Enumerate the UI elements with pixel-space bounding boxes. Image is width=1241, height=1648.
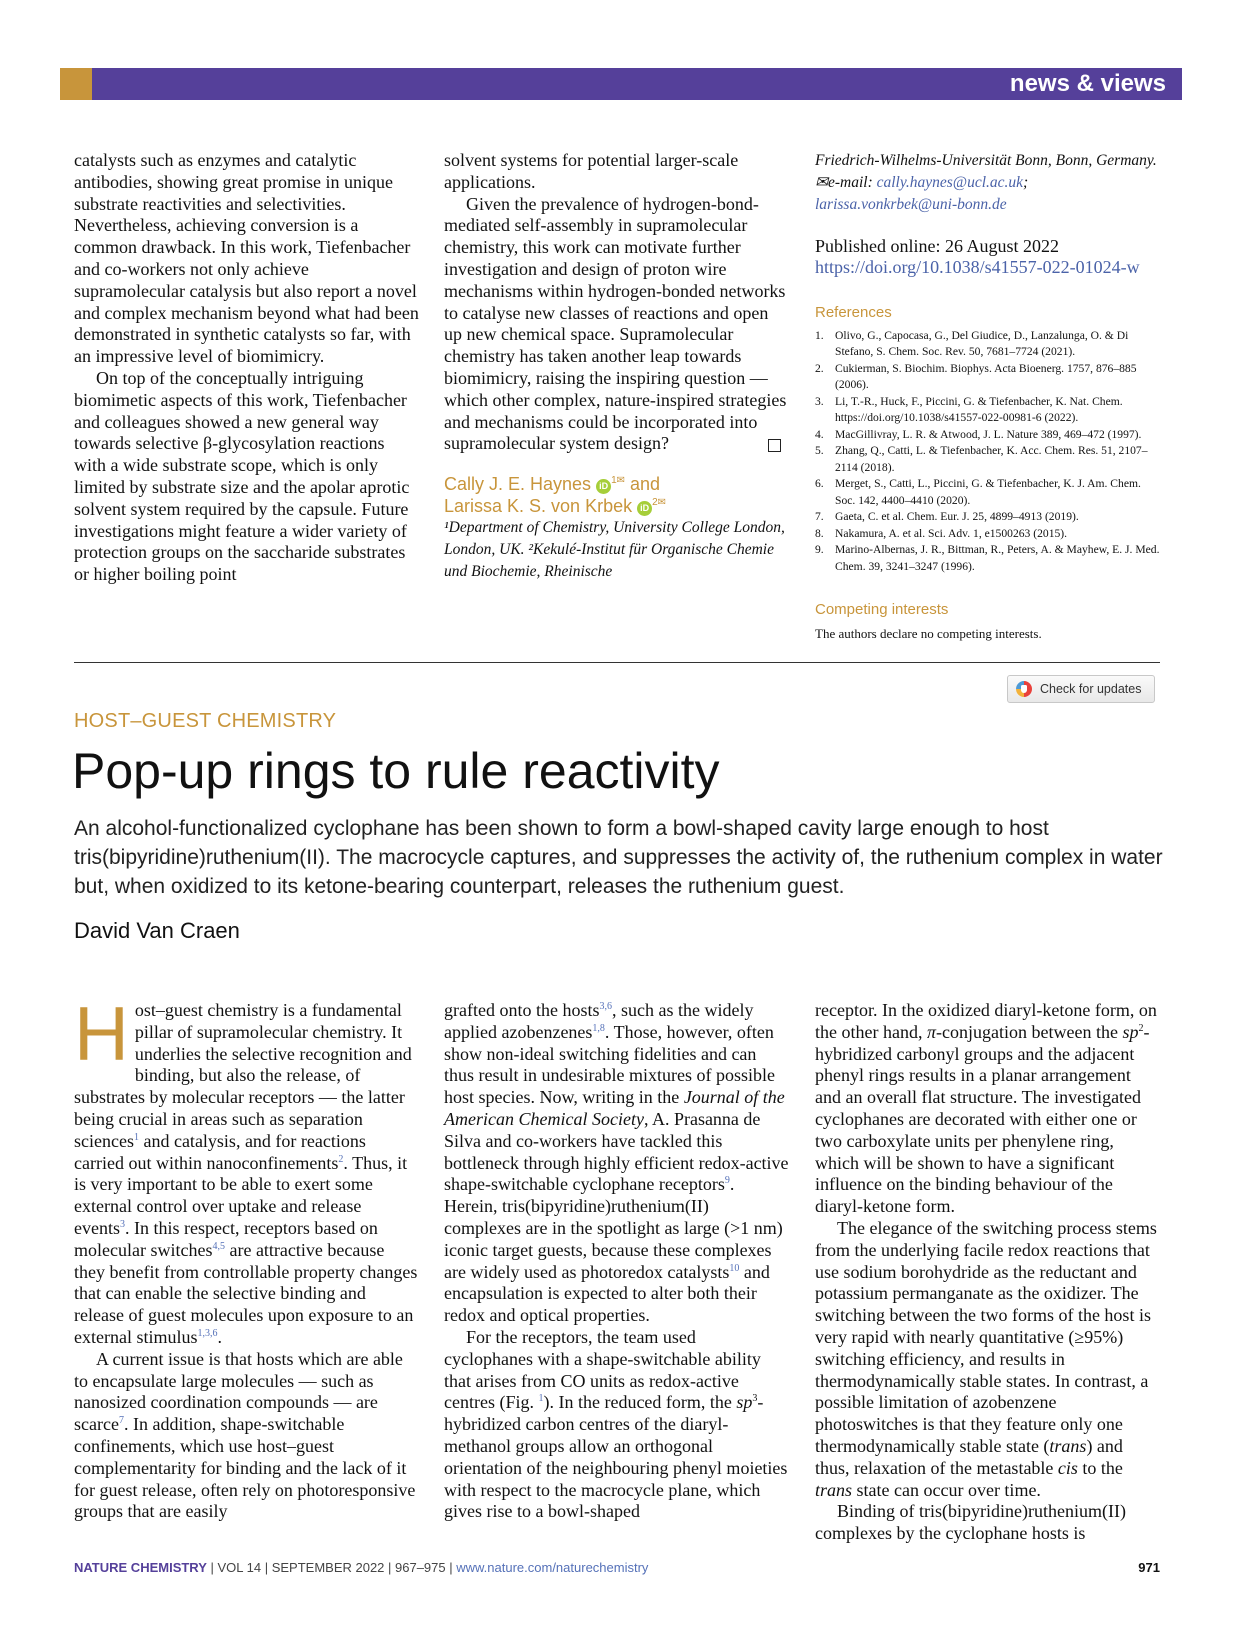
- header-accent: [60, 68, 92, 100]
- reference-item: [815, 328, 1160, 361]
- email-separator: ;: [1023, 174, 1029, 191]
- article-title: Pop-up rings to rule reactivity: [72, 743, 720, 799]
- paragraph: [74, 992, 419, 1349]
- author-list: [444, 473, 789, 517]
- standfirst: An alcohol-functionalized cyclophane has been shown to form a bowl-shaped cavity large enough to host tris(bipyridine)ruthenium(II). The macrocycle captures, and suppresses the activity of, the ruthenium complex in water but, when oxidized to its ketone-bearing counterpart, releases the ruthenium guest.: [74, 817, 1163, 898]
- citation-superscript[interactable]: 10: [729, 1262, 740, 1274]
- author-name[interactable]: Larissa K. S. von Krbek: [444, 496, 633, 517]
- affiliation: ¹Department of Chemistry, University College London, London, UK. ²Kekulé-Institut für Organische Chemie und Biochemie, Rheinische: [444, 519, 785, 581]
- reference-text: Zhang, Q., Catti, L. & Tiefenbacher, K. Acc. Chem. Res. 51, 2107–2114 (2018).: [835, 444, 1148, 474]
- reference-text: Gaeta, C. et al. Chem. Eur. J. 25, 4899–4913 (2019).: [835, 510, 1079, 524]
- reference-item: [815, 361, 1160, 394]
- citation-superscript[interactable]: 1,8: [592, 1022, 605, 1034]
- text-run: For the receptors, the team used cyclophanes with a shape-switchable ability that arises from CO units as redox-active centres (Fig.: [444, 1326, 761, 1413]
- reference-item: [815, 443, 1160, 476]
- author-conjunction: and: [625, 474, 661, 495]
- reference-text: Cukierman, S. Biochim. Biophys. Acta Bioenerg. 1757, 876–885 (2006).: [835, 361, 1137, 392]
- hybridization-superscript: 3: [752, 1393, 758, 1405]
- reference-text: MacGillivray, L. R. & Atwood, J. L. Nature 389, 469–472 (1997).: [835, 427, 1142, 441]
- text-run: to the: [1077, 1457, 1123, 1478]
- text-run: , A. Prasanna de Silva and co-workers have tackled this bottleneck through highly efficient redox-active shape-switchable cyclophane receptors: [444, 1108, 789, 1195]
- paragraph: On top of the conceptually intriguing biomimetic aspects of this work, Tiefenbacher and colleagues showed a new general way towards selective β-glycosylation reactions with a wide substrate scope, which is only limited by substrate size and the apolar aprotic solvent system required by the capsule. Future investigations might feature a wider variety of protection groups on the saccharide substrates or higher boiling point: [74, 367, 410, 585]
- footer-meta: | VOL 14 | SEPTEMBER 2022 | 967–975 |: [206, 1560, 457, 1575]
- orcid-icon[interactable]: iD: [596, 479, 611, 494]
- footer-journal: NATURE CHEMISTRY: [74, 1560, 207, 1575]
- body-column-1: [74, 992, 419, 1523]
- reference-item: [815, 542, 1160, 575]
- paragraph: [444, 1327, 789, 1523]
- author-affil-marker: 1✉: [611, 475, 626, 487]
- paragraph: [444, 194, 789, 456]
- reference-text: Merget, S., Catti, L., Piccini, G. & Tiefenbacher, K. J. Am. Chem. Soc. 142, 4400–4410 (2020).: [835, 477, 1141, 507]
- reference-number: 2.: [815, 361, 824, 375]
- citation-superscript[interactable]: 9: [724, 1175, 730, 1187]
- author-name[interactable]: Cally J. E. Haynes: [444, 474, 592, 495]
- text-run: . Those, however, often show non-ideal switching fidelities and can thus result in undesirable mixtures of possible host species. Now, writing in the: [444, 1021, 775, 1108]
- body-column-3: [815, 1000, 1160, 1545]
- author-affil-marker: 2✉: [652, 497, 667, 509]
- paragraph: catalysts such as enzymes and catalytic antibodies, showing great promise in unique substrate reactivities and selectivities. Nevertheless, achieving conversion is a common drawback. In this work, Tiefenbacher and co-workers not only achieve supramolecular catalysis but also report a novel and complex mechanism beyond what had been demonstrated in synthetic catalysts so far, with an impressive level of biomimicry.: [74, 150, 419, 367]
- paragraph: solvent systems for potential larger-scale applications.: [444, 150, 739, 192]
- page-number: 971: [1138, 1560, 1160, 1575]
- header-bar: [60, 68, 1182, 100]
- text-run: are attractive because they benefit from controllable property changes that can enable the selective binding and release of guest molecules upon exposure to an external stimulus: [74, 1239, 418, 1347]
- paragraph: [444, 1000, 789, 1327]
- text-run: and encapsulation is expected to alter both their redox and optical properties.: [444, 1261, 770, 1326]
- text-run: ). In the reduced form, the: [543, 1392, 737, 1413]
- citation-superscript[interactable]: 1,3,6: [197, 1327, 218, 1339]
- reference-number: 7.: [815, 510, 824, 524]
- page-footer: [74, 1560, 1160, 1575]
- italic-term: trans: [815, 1479, 853, 1500]
- italic-term: Journal of the American Chemical Society: [444, 1087, 785, 1129]
- reference-item: [815, 526, 1160, 543]
- text-run: grafted onto the hosts: [444, 1000, 600, 1020]
- body-column-2: [444, 1000, 789, 1523]
- reference-text: Li, T.-R., Huck, F., Piccini, G. & Tiefenbacher, K. Nat. Chem. https://doi.org/10.1038/s41557-022-00981-6 (2022).: [835, 394, 1123, 425]
- reference-item: [815, 509, 1160, 526]
- top-column-2: [444, 150, 789, 583]
- citation-superscript[interactable]: 1: [538, 1393, 544, 1405]
- text-run: -hybridized carbon centres of the diaryl-methanol groups allow an orthogonal orientation of the neighbouring phenyl moieties with respect to the macrocycle plane, which gives rise to a bowl-shaped: [444, 1392, 788, 1522]
- email-link[interactable]: larissa.vonkrbek@uni-bonn.de: [815, 196, 1007, 213]
- text-run: . Thus, it is very important to be able to exert some external control over uptake and release events: [74, 1152, 408, 1238]
- reference-item: [815, 476, 1160, 509]
- footer-url[interactable]: www.nature.com/naturechemistry: [456, 1560, 649, 1575]
- drop-cap: H: [74, 992, 129, 1077]
- top-column-1: [74, 150, 419, 586]
- email-line: [815, 172, 1160, 216]
- text-run: receptor. In the oxidized diaryl-ketone form, on the other hand,: [815, 1000, 1157, 1042]
- text-run: state can occur over time.: [852, 1479, 1041, 1500]
- text-run: .: [217, 1326, 222, 1347]
- email-link[interactable]: cally.haynes@ucl.ac.uk: [876, 174, 1024, 191]
- hybridization-superscript: 2: [1138, 1022, 1144, 1034]
- paragraph-text: Given the prevalence of hydrogen-bond-mediated self-assembly in supramolecular chemistry, this work can motivate further investigation and design of proton wire mechanisms within hydrogen-bonded networks to catalyse new classes of reactions and open up new chemical space. Supramolecular chemistry has taken another leap towards biomimicry, raising the inspiring question — which other complex, nature-inspired strategies and mechanisms could be incorporated into supramolecular system design?: [444, 193, 787, 454]
- italic-term: π: [926, 1021, 936, 1042]
- italic-term: sp: [736, 1392, 753, 1413]
- reference-number: 1.: [815, 328, 824, 342]
- text-run: . In addition, shape-switchable confinements, which use host–guest complementarity for binding and the lack of it for guest release, often rely on photoresponsive groups that are easily: [74, 1414, 416, 1522]
- text-run: A current issue is that hosts which are able to encapsulate large molecules — such as nanosized coordination compounds — are scarce: [74, 1348, 403, 1435]
- reference-text: Nakamura, A. et al. Sci. Adv. 1, e1500263 (2015).: [835, 526, 1068, 540]
- reference-number: 5.: [815, 444, 824, 458]
- article-section-label: HOST–GUEST CHEMISTRY: [74, 710, 337, 732]
- text-run: -conjugation between the: [936, 1021, 1123, 1042]
- reference-number: 8.: [815, 526, 824, 540]
- reference-item: [815, 427, 1160, 444]
- doi-link[interactable]: https://doi.org/10.1038/s41557-022-01024-w: [815, 257, 1140, 277]
- affiliation-continued: Friedrich-Wilhelms-Universität Bonn, Bonn, Germany.: [815, 152, 1157, 169]
- crossmark-icon: [1016, 681, 1032, 697]
- check-for-updates-label: Check for updates: [1040, 682, 1142, 696]
- top-column-3: [815, 150, 1160, 642]
- reference-list: [815, 328, 1160, 576]
- text-run: ) and thus, relaxation of the metastable: [815, 1435, 1123, 1478]
- reference-text: Marino-Albernas, J. R., Bittman, R., Peters, A. & Mayhew, E. J. Med. Chem. 39, 3241–3247 (1996).: [835, 543, 1160, 573]
- reference-text: Olivo, G., Capocasa, G., Del Giudice, D., Lanzalunga, O. & Di Stefano, S. Chem. Soc. Rev. 50, 7681–7724 (2021).: [835, 328, 1129, 359]
- paragraph: Binding of tris(bipyridine)ruthenium(II) complexes by the cyclophane hosts is: [815, 1501, 1126, 1544]
- italic-term: trans: [1049, 1435, 1087, 1456]
- citation-superscript[interactable]: 3: [119, 1218, 125, 1230]
- text-run: -hybridized carbonyl groups and the adjacent phenyl rings results in a planar arrangement and an overall flat structure. The investigated cyclophanes are decorated with either one or two carboxylate units per phenylene ring, which will be shown to have a significant influence on the binding behaviour of the diaryl-ketone form.: [815, 1021, 1150, 1217]
- competing-interests-text: The authors declare no competing interests.: [815, 626, 1042, 642]
- italic-term: sp: [1122, 1021, 1139, 1042]
- paragraph: [815, 1218, 1160, 1501]
- text-run: , such as the widely applied azobenzenes: [444, 1000, 754, 1042]
- paragraph: [815, 1000, 1160, 1218]
- check-for-updates-button[interactable]: [1007, 675, 1155, 703]
- paragraph: [74, 1349, 419, 1523]
- italic-term: cis: [1057, 1457, 1078, 1478]
- orcid-icon[interactable]: iD: [637, 501, 652, 516]
- reference-number: 9.: [815, 543, 824, 557]
- citation-superscript[interactable]: 3,6: [599, 1001, 612, 1012]
- text-run: The elegance of the switching process stems from the underlying facile redox reactions that use sodium borohydride as the reductant and potassium permanganate as the oxidizer. The switching between the two forms of the host is very rapid with nearly quantitative (≥95%) switching efficiency, and results in thermodynamically stable states. In contrast, a possible limitation of azobenzene photoswitches is that they feature only one thermodynamically stable state (: [815, 1217, 1157, 1456]
- published-date: Published online: 26 August 2022: [815, 236, 1060, 256]
- competing-interests-heading: Competing interests: [815, 601, 949, 619]
- text-run: . Herein, tris(bipyridine)ruthenium(II) complexes are in the spotlight as large (>1 nm) iconic target guests, because these complexes are widely used as photoredox catalysts: [444, 1174, 783, 1282]
- citation-superscript[interactable]: 1: [133, 1131, 139, 1143]
- citation-superscript[interactable]: 7: [118, 1415, 124, 1427]
- end-of-article-icon: [768, 439, 781, 452]
- reference-number: 4.: [815, 427, 824, 441]
- citation-superscript[interactable]: 4,5: [212, 1240, 225, 1252]
- article-author[interactable]: David Van Craen: [74, 918, 240, 943]
- reference-number: 6.: [815, 477, 824, 491]
- reference-number: 3.: [815, 394, 824, 408]
- section-divider: [74, 662, 1160, 663]
- text-run: . In this respect, receptors based on molecular switches: [74, 1217, 378, 1260]
- citation-superscript[interactable]: 2: [338, 1153, 344, 1165]
- reference-item: [815, 394, 1160, 427]
- text-run: and catalysis, and for reactions carried out within nanoconfinements: [74, 1130, 366, 1173]
- references-heading: References: [815, 304, 892, 321]
- text-run: ost–guest chemistry is a fundamental pillar of supramolecular chemistry. It underlies the selective recognition and binding, but also the release, of substrates by molecular receptors — the latter being crucial in areas such as separation sciences: [74, 1000, 412, 1151]
- section-header-label: news & views: [1009, 70, 1166, 97]
- email-label: ✉e-mail:: [815, 174, 877, 191]
